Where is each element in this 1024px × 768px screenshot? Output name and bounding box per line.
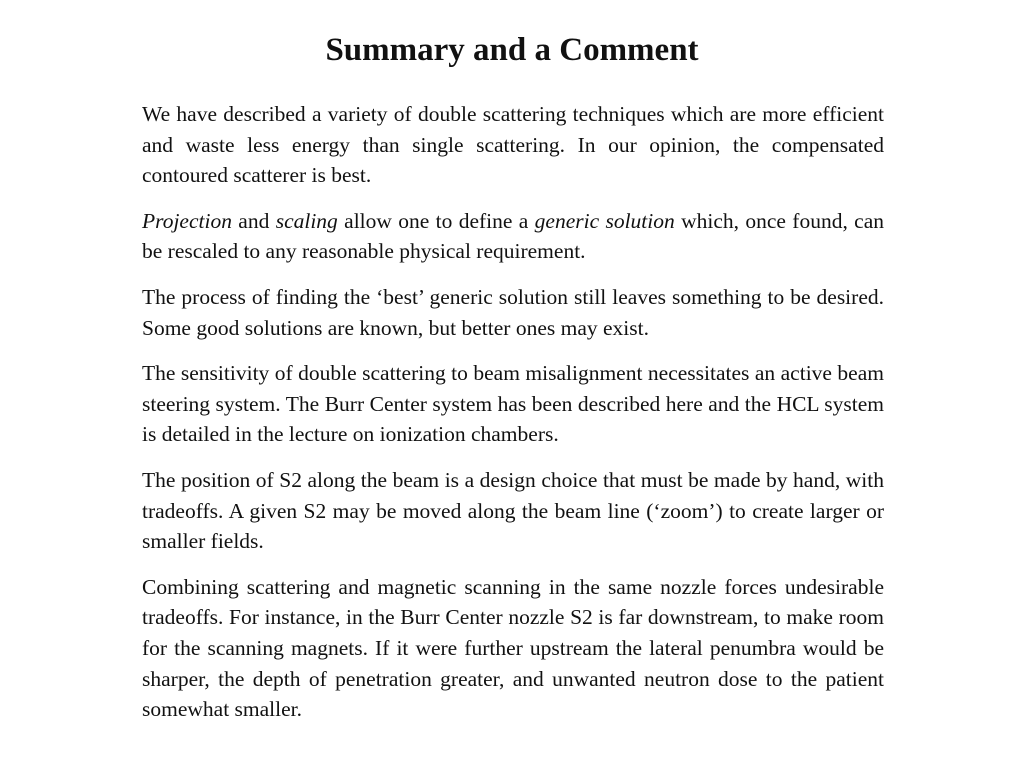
slide-body xyxy=(142,99,884,740)
paragraph-text: and xyxy=(231,208,276,233)
term-scaling: scaling xyxy=(275,208,338,233)
paragraph-magnetic-scanning: Combining scattering and magnetic scanning in the same nozzle forces undesirable tradeoffs. For instance, in the Burr Center nozzle S2 is far downstream, to make room for the scanning magnets. If it were further upstream the lateral penumbra would be sharper, the depth of penetration greater, and unwanted neutron dose to the patient somewhat smaller. xyxy=(142,574,884,722)
paragraph-best-generic-solution: The process of finding the ‘best’ generic solution still leaves something to be desired. Some good solutions are known, but better ones may exist. xyxy=(142,284,884,340)
paragraph-text: allow one to define a xyxy=(337,208,535,233)
paragraph-text: which, once found, can be rescaled to any reasonable physical requirement. xyxy=(142,208,885,264)
paragraph-s2-position: The position of S2 along the beam is a design choice that must be made by hand, with tradeoffs. A given S2 may be moved along the beam line (‘zoom’) to create larger or smaller fields. xyxy=(142,467,884,554)
paragraph-projection-scaling xyxy=(142,206,884,267)
page-title: Summary and a Comment xyxy=(325,32,699,68)
term-generic-solution: generic solution xyxy=(534,208,675,233)
paragraph-beam-steering: The sensitivity of double scattering to beam misalignment necessitates an active beam steering system. The Burr Center system has been described here and the HCL system is detailed in the lecture on ionization chambers. xyxy=(142,361,884,447)
paragraph-double-scattering: We have described a variety of double scattering techniques which are more efficient and waste less energy than single scattering. In our opinion, the compensated contoured scatterer is best. xyxy=(142,102,884,188)
term-projection: Projection xyxy=(142,208,232,233)
